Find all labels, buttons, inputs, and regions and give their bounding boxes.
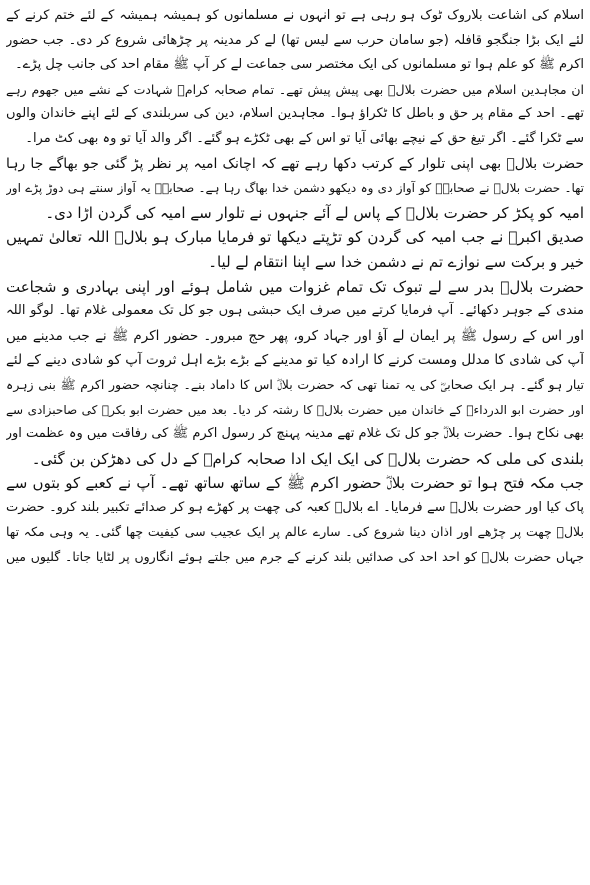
text-line-12: حضرت بلالؓ بدر سے لے تبوک تک تمام غزوات میں شامل ہوئے اور اپنی بہادری و شجاعت (6, 277, 584, 296)
text-line-15: آپ کی شادی کا مدلل ومست کرنے کا ارادہ کیا تو مدینے کے بڑے بڑے اہل ثروت آپ کو شادی دینے کے لئے (6, 352, 584, 369)
text-line-14: اور اس کے رسول ﷺ پر ایمان لے آؤ اور جہاد کرو، پھر حج مبرور۔ حضور اکرم ﷺ نے جب مدینے میں (6, 327, 584, 344)
text-line-8: تھا۔ حضرت بلالؓ نے صحابہؓ کو آواز دی وہ دیکھو دشمن خدا بھاگ رہا ہے۔ صحابہؓ یہ آواز سنتے ہی دوڑ پڑے اور (6, 181, 584, 196)
text-line-2: لئے ایک بڑا جنگجو قافلہ (جو سامان حرب سے لیس تھا) لے کر مدینہ پر چڑھائی شروع کر دی۔ جب حضور (6, 32, 584, 48)
text-line-6: سے ٹکرا گئے۔ اگر تیغ حق کے نیچے بھائی آیا تو اس کے بھی ٹکڑے ہو گئے۔ اگر والد آیا تو وہ بھی کٹ مرا۔ (25, 130, 584, 146)
text-line-11: خیر و برکت سے نوازے تم نے دشمن خدا سے اپنا انتقام لے لیا۔ (208, 252, 584, 271)
text-line-5: تھے۔ احد کے مقام پر حق و باطل کا ٹکراؤ ہوا۔ مجاہدین اسلام، دین کی سربلندی کے لئے اپنے خاندان والوں (6, 106, 584, 122)
text-line-16: تیار ہو گئے۔ ہر ایک صحابیؓ کی یہ تمنا تھی کہ حضرت بلالؓ اس کا داماد بنے۔ چنانچہ حضور اکرم ﷺ بنی زہرہ (6, 376, 584, 392)
text-line-7: حضرت بلالؓ بھی اپنی تلوار کے کرتب دکھا رہے تھے کہ اچانک امیہ پر نظر پڑ گئی جو بھاگے جا رہا (6, 155, 584, 172)
text-line-21: پاک کیا اور حضرت بلالؓ سے فرمایا۔ اے بلالؓ کعبہ کی چھت پر کھڑے ہو کر صدائے تکبیر بلند کرو۔ حضرت (6, 499, 584, 515)
text-line-18: بھی نکاح ہوا۔ حضرت بلالؓ جو کل تک غلام تھے مدینہ پہنچ کر رسول اکرم ﷺ کی رفاقت میں وہ عظمت اور (6, 426, 584, 442)
text-line-22: بلالؓ چھت پر چڑھے اور اذان دینا شروع کی۔ سارے عالم پر ایک عجیب سی کیفیت چھا گئی۔ یہ وہی مکہ تھا (6, 524, 584, 540)
text-line-19: بلندی کی ملی کہ حضرت بلالؓ کی ایک ایک ادا صحابہ کرامؓ کے دل کی دھڑکن بن گئی۔ (31, 449, 584, 468)
text-line-23: جہاں حضرت بلالؓ کو احد احد کی صدائیں بلند کرنے کے جرم میں جلتے ہوئے انگاروں پر لٹایا جاتا۔ گلیوں میں (6, 549, 584, 565)
text-line-9: امیہ کو پکڑ کر حضرت بلالؓ کے پاس لے آئے جنہوں نے تلوار سے امیہ کی گردن اڑا دی۔ (45, 203, 584, 222)
text-line-3: اکرم ﷺ کو علم ہوا تو مسلمانوں کی ایک مختصر سی جماعت لے کر آپ ﷺ مقام احد کی جانب چل پڑے۔ (15, 57, 584, 73)
text-line-10: صدیق اکبرؓ نے جب امیہ کی گردن کو تڑپتے دیکھا تو فرمایا مبارک ہو بلالؓ اللہ تعالیٰ تمہیں (6, 228, 584, 247)
text-line-17: اور حضرت ابو الدرداءؓ کے خاندان میں حضرت بلالؓ کا رشتہ کر دیا۔ بعد میں حضرت ابو بکرؓ کی صاحبزادی سے (6, 402, 584, 417)
text-line-1: اسلام کی اشاعت بلاروک ٹوک ہو رہی ہے تو انہوں نے مسلمانوں کو ہمیشہ ہمیشہ کے لئے ختم کرنے کے (6, 8, 584, 23)
text-line-4: ان مجاہدین اسلام میں حضرت بلالؓ بھی پیش پیش تھے۔ تمام صحابہ کرامؓ شہادت کے نشے میں جھوم رہے (6, 81, 584, 97)
text-line-20: جب مکہ فتح ہوا تو حضرت بلالؓ حضور اکرم ﷺ کے ساتھ ساتھ تھے۔ آپ نے کعبے کو بتوں سے (6, 474, 584, 493)
text-line-13: مندی کے جوہر دکھائے۔ آپ فرمایا کرتے میں صرف ایک حبشی ہوں جو کل تک معمولی غلام تھا۔ لوگو اللہ (6, 303, 584, 319)
